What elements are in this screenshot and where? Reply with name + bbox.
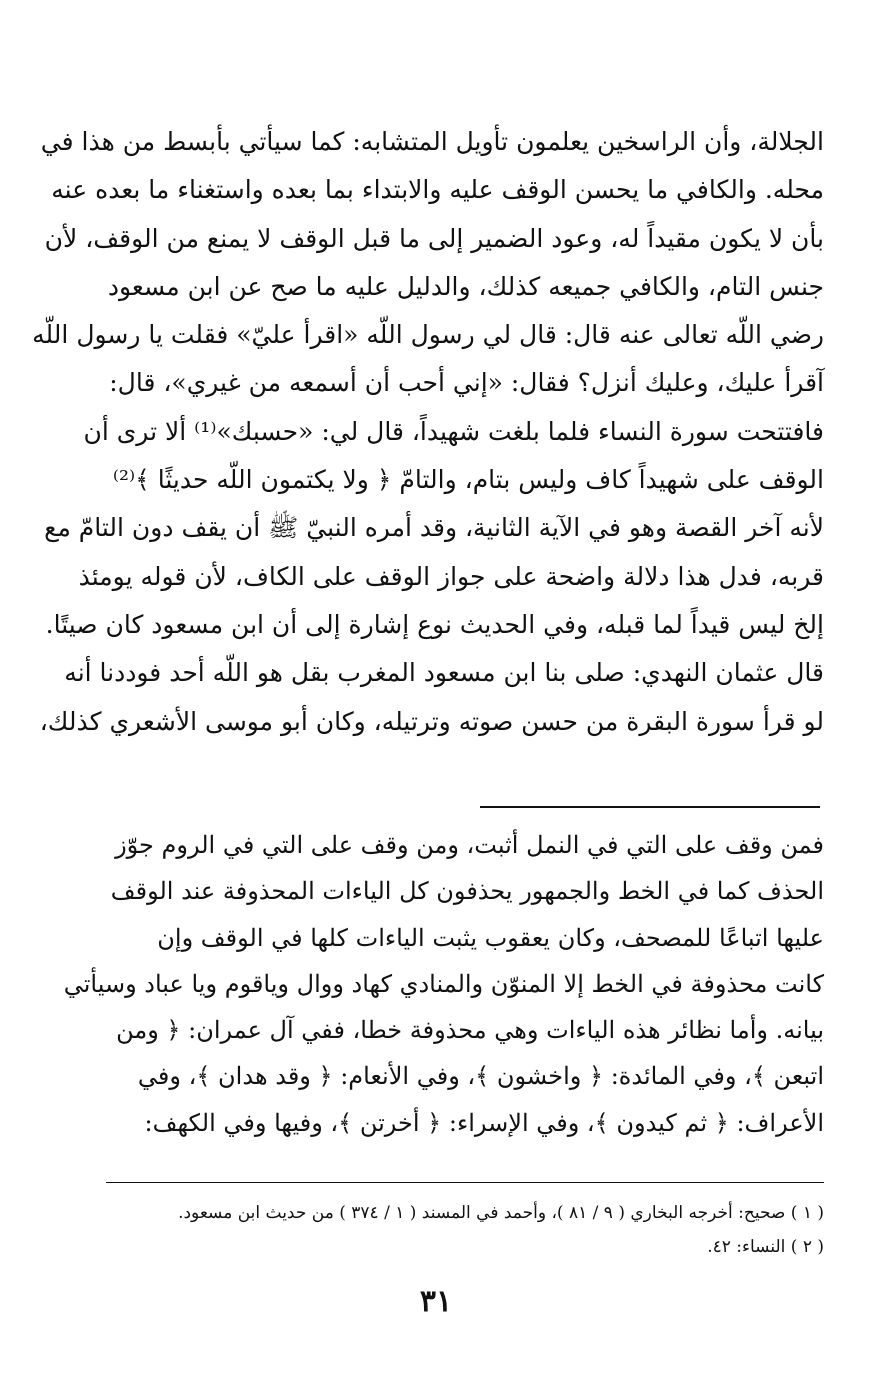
main-text-line: الجلالة، وأن الراسخين يعلمون تأويل المتشابه: كما سيأتي بأبسط من هذا في [40, 127, 824, 156]
main-text-line: جنس التام، والكافي جميعه كذلك، والدليل عليه ما صح عن ابن مسعود [107, 271, 824, 301]
footnote-divider [106, 1182, 824, 1183]
continued-text-line: عليها اتباعًا للمصحف، وكان يعقوب يثبت الياءات كلها في الوقف وإن [157, 923, 824, 952]
main-text-line: لأنه آخر القصة وهو في الآية الثانية، وقد أمره النبيّ ﷺ أن يقف دون التامّ مع [44, 513, 824, 543]
continued-text-line: كانت محذوفة في الخط إلا المنوّن والمنادي كهاد ووال وياقوم ويا عباد وسيأتي [63, 969, 824, 998]
main-text-line: رضي اللّه تعالى عنه قال: قال لي رسول اللّه «اقرأ عليّ» فقلت يا رسول اللّه [32, 320, 824, 350]
section-divider [480, 806, 820, 808]
main-text [32, 118, 824, 746]
footnote: ( ١ ) صحيح: أخرجه البخاري ( ٩ / ٨١ )، وأحمد في المسند ( ١ / ٣٧٤ ) من حديث ابن مسعود. [178, 1203, 824, 1223]
main-text-line: قال عثمان النهدي: صلى بنا ابن مسعود المغرب بقل هو اللّه أحد فوددنا أنه [64, 658, 824, 688]
continued-text-line: الأعراف: ﴿ ثم كيدون ﴾، وفي الإسراء: ﴿ أخرتن ﴾، وفيها وفي الكهف: [144, 1108, 824, 1137]
continued-text-line: بيانه. وأما نظائر هذه الياءات وهي محذوفة خطا، ففي آل عمران: ﴿ ومن [116, 1016, 824, 1045]
main-text-line: آقرأ عليك، وعليك أنزل؟ فقال: «إني أحب أن أسمعه من غيري»، قال: [109, 368, 824, 398]
main-text-line: الوقف على شهيداً كاف وليس بتام، والتامّ ﴿ ولا يكتمون اللّه حديثًا ﴾⁽²⁾ [112, 465, 824, 495]
continued-text-line: الحذف كما في الخط والجمهور يحذفون كل الياءات المحذوفة عند الوقف [110, 877, 824, 906]
main-text-line: إلخ ليس قيداً لما قبله، وفي الحديث نوع إشارة إلى أن ابن مسعود كان صيتًا. [45, 609, 824, 639]
footnotes [106, 1196, 824, 1264]
continued-footnote-text [63, 822, 824, 1146]
main-text-line: فافتتحت سورة النساء فلما بلغت شهيداً، قال لي: «حسبك»⁽¹⁾ ألا ترى أن [83, 416, 824, 446]
continued-text-line: اتبعن ﴾، وفي المائدة: ﴿ واخشون ﴾، وفي الأنعام: ﴿ وقد هدان ﴾، وفي [137, 1062, 824, 1091]
continued-text-line: فمن وقف على التي في النمل أثبت، ومن وقف على التي في الروم جوّز [115, 831, 824, 859]
main-text-line: قربه، فدل هذا دلالة واضحة على جواز الوقف على الكاف، لأن قوله يومئذ [78, 561, 824, 591]
main-text-line: محله. والكافي ما يحسن الوقف عليه والابتداء بما بعده واستغناء ما بعده عنه [51, 175, 824, 205]
page-number: ٣١ [419, 1284, 453, 1319]
footnote: ( ٢ ) النساء: ٤٢. [707, 1237, 824, 1257]
main-text-line: لو قرأ سورة البقرة من حسن صوته وترتيله، وكان أبو موسى الأشعري كذلك، [39, 706, 824, 736]
main-text-line: بأن لا يكون مقيداً له، وعود الضمير إلى ما قبل الوقف لا يمنع من الوقف، لأن [44, 223, 824, 253]
